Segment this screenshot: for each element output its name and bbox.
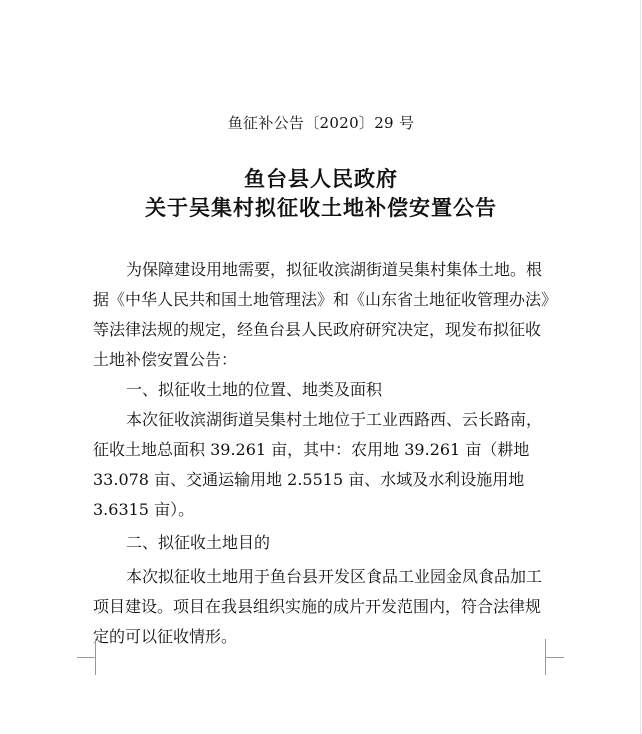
document-number: 鱼征补公告〔2020〕29 号 [227,114,415,132]
paragraph-location: 本次征收滨湖街道吴集村土地位于工业西路西、云长路南，征收土地总面积 39.261 亩，其中：农用地 39.261 亩（耕地 33.078 亩、交通运输用地 2.5515 亩、水域及水利设施用地 3.6315 亩）。 [93,410,543,519]
page-margin-mark-left-tick [95,657,96,675]
page-margin-mark-left [77,639,96,658]
title-issuer: 鱼台县人民政府 [244,166,398,191]
paragraph-purpose: 本次拟征收土地用于鱼台县开发区食品工业园金凤食品加工项目建设。项目在我县组织实施的成片开发范围内，符合法律规定的可以征收情形。 [93,567,543,646]
title-subject: 关于吴集村拟征收土地补偿安置公告 [145,195,497,220]
page-margin-mark-right [545,639,564,658]
section-heading-location: 一、拟征收土地的位置、地类及面积 [126,380,383,399]
section-heading-purpose: 二、拟征收土地目的 [126,533,271,552]
paragraph-intro: 为保障建设用地需要，拟征收滨湖街道吴集村集体土地。根据《中华人民共和国土地管理法》和《山东省土地征收管理办法》等法律法规的规定，经鱼台县人民政府研究决定，现发布拟征收土地补偿安置公告： [93,260,550,369]
page-margin-mark-right-tick [545,657,546,675]
